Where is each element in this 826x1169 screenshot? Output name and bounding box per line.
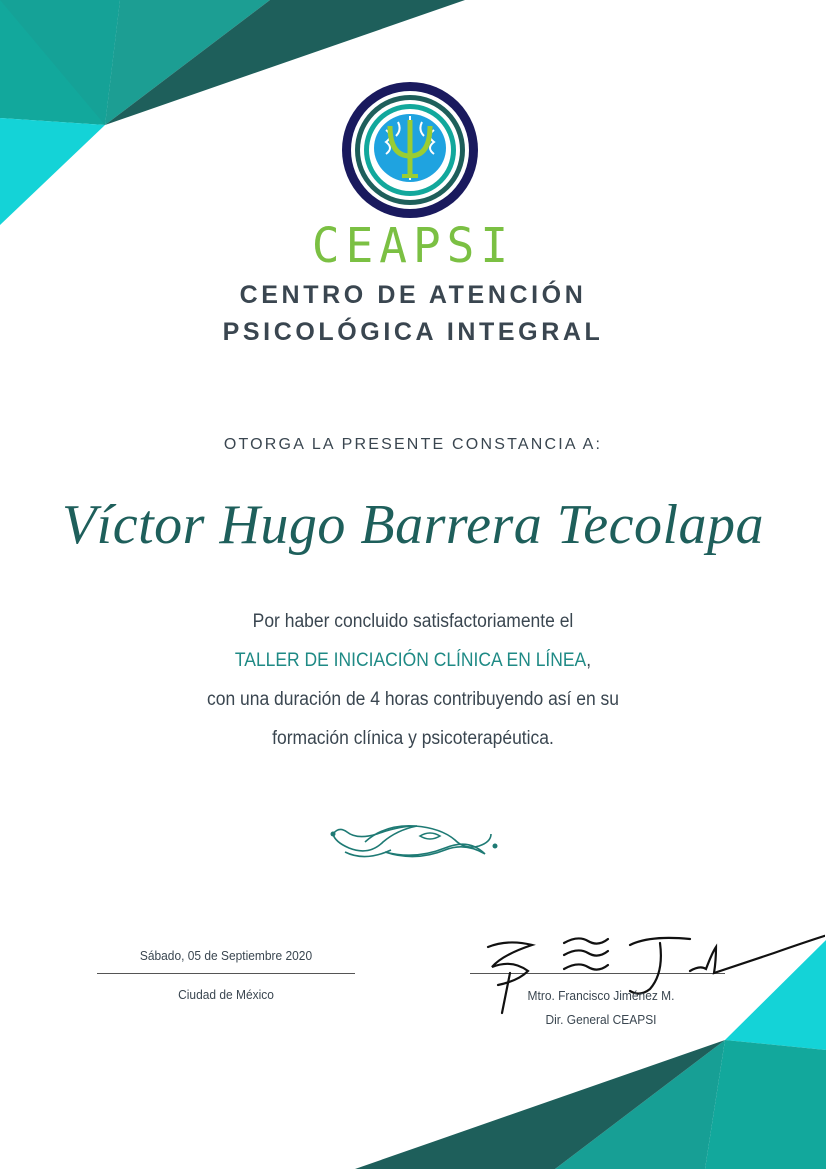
date-underline [97, 973, 355, 974]
signer-name: Mtro. Francisco Jiménez M. [527, 988, 675, 1003]
brain-psi-logo [340, 80, 480, 220]
organization-name-line2: PSICOLÓGICA INTEGRAL [222, 318, 604, 346]
course-suffix: , [586, 650, 592, 671]
body-line-1: Por haber concluido satisfactoriamente el [252, 611, 574, 632]
organization-name-line1: CENTRO DE ATENCIÓN [239, 281, 587, 309]
grant-statement: OTORGA LA PRESENTE CONSTANCIA A: [223, 436, 603, 453]
body-line-2 [33, 650, 793, 672]
recipient-name: Víctor Hugo Barrera Tecolapa [61, 494, 765, 556]
body-line-4: formación clínica y psicoterapéutica. [272, 728, 554, 749]
body-line-3: con una duración de 4 horas contribuyendo así en su [206, 689, 620, 710]
course-title: TALLER DE INICIACIÓN CLÍNICA EN LÍNEA [234, 650, 587, 671]
flourish-ornament [325, 812, 505, 868]
city-text: Ciudad de México [178, 987, 274, 1002]
date-text: Sábado, 05 de Septiembre 2020 [139, 948, 313, 963]
brand-name: CEAPSI [311, 216, 515, 274]
signer-title: Dir. General CEAPSI [545, 1012, 657, 1027]
